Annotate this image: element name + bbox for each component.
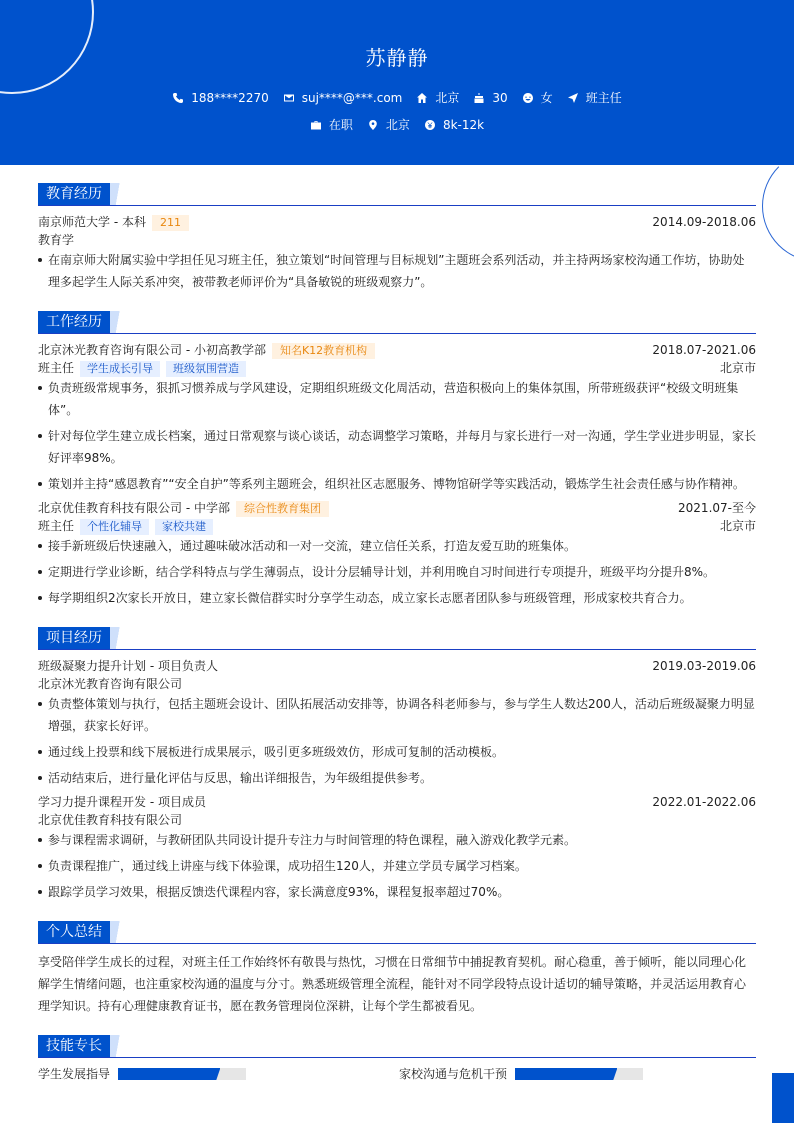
tag-decoration xyxy=(110,311,122,333)
city-text: 北京 xyxy=(435,91,460,105)
work-role-row xyxy=(38,359,756,377)
company-dept: 北京沐光教育咨询有限公司 - 小初高教学部 xyxy=(38,343,266,357)
work-bullet: 策划并主持“感恩教育”“安全自护”等系列主题班会，组织社区志愿服务、博物馆研学等实践活动，锻炼学生社会责任感与协作精神。 xyxy=(38,473,756,495)
role-tag: 家校共建 xyxy=(155,519,213,535)
section-label: 技能专长 xyxy=(38,1035,110,1057)
decorative-arc xyxy=(762,150,794,262)
mail-icon xyxy=(283,92,295,104)
contact-phone xyxy=(172,91,268,105)
work-bullet: 每学期组织2次家长开放日，建立家长微信群实时分享学生动态，成立家长志愿者团队参与班级管理，形成家校共育合力。 xyxy=(38,587,756,609)
project-title: 班级凝聚力提升计划 - 项目负责人 xyxy=(38,659,218,673)
target-city xyxy=(367,116,410,133)
work-role-row xyxy=(38,517,756,535)
email-text: suj****@***.com xyxy=(301,90,403,105)
work-role: 班主任 xyxy=(38,361,75,375)
education-major: 教育学 xyxy=(38,233,75,247)
contact-target-position xyxy=(567,89,622,106)
school-degree: 南京师范大学 - 本科 xyxy=(38,215,146,229)
target-city-text: 北京 xyxy=(385,118,410,132)
skill-level-fill xyxy=(515,1068,617,1080)
section-label: 项目经历 xyxy=(38,627,110,649)
phone-icon xyxy=(172,92,184,104)
tag-decoration xyxy=(110,627,122,649)
briefcase-icon xyxy=(310,119,322,131)
skill-name: 家校沟通与危机干预 xyxy=(399,1067,508,1081)
section-label: 工作经历 xyxy=(38,311,110,333)
work-role: 班主任 xyxy=(38,519,75,533)
skill-name: 学生发展指导 xyxy=(38,1067,111,1081)
company-badge: 综合性教育集团 xyxy=(236,501,329,517)
section-label: 个人总结 xyxy=(38,921,110,943)
job-status xyxy=(310,116,353,133)
project-bullet: 参与课程需求调研，与教研团队共同设计提升专注力与时间管理的特色课程，融入游戏化教学元素。 xyxy=(38,829,756,851)
project-bullet: 负责课程推广，通过线上讲座与线下体验课，成功招生120人，并建立学员专属学习档案。 xyxy=(38,855,756,877)
resume-header xyxy=(0,0,794,165)
project-title: 学习力提升课程开发 - 项目成员 xyxy=(38,795,206,809)
work-entry-header xyxy=(38,341,756,359)
contact-row xyxy=(0,89,794,106)
tag-decoration xyxy=(110,1035,122,1057)
salary-text: 8k-12k xyxy=(442,117,485,132)
section-education-title xyxy=(38,183,756,206)
work-bullet: 定期进行学业诊断，结合学科特点与学生薄弱点，设计分层辅导计划，并利用晚自习时间进行专项提升，班级平均分提升8%。 xyxy=(38,561,756,583)
contact-row-secondary xyxy=(0,116,794,133)
send-icon xyxy=(567,92,579,104)
section-work-title xyxy=(38,311,756,334)
project-org: 北京沐光教育咨询有限公司 xyxy=(38,677,183,691)
project-header xyxy=(38,793,756,811)
target-position-text: 班主任 xyxy=(585,91,622,105)
school-badge: 211 xyxy=(152,215,189,231)
smile-icon xyxy=(522,92,534,104)
age-text: 30 xyxy=(492,90,508,105)
home-icon xyxy=(416,92,428,104)
contact-age xyxy=(473,91,507,105)
summary-text: 享受陪伴学生成长的过程，对班主任工作始终怀有敬畏与热忱，习惯在日常细节中捕捉教育契机。耐心稳重，善于倾听，能以同理心化解学生情绪问题，也注重家校沟通的温度与分寸。熟悉班级管理全流程，能针对不同学段特点设计适切的辅导策略，并灵活运用教育心理学知识。持有心理健康教育证书，愿在教务管理岗位深耕，让每个学生都被看见。 xyxy=(38,955,747,1013)
work-period: 2021.07-至今 xyxy=(678,501,756,515)
education-entry xyxy=(38,213,756,231)
work-bullet: 接手新班级后快速融入，通过趣味破冰活动和一对一交流，建立信任关系，打造友爱互助的班集体。 xyxy=(38,535,756,557)
project-bullet: 跟踪学员学习效果，根据反馈迭代课程内容，家长满意度93%，课程复报率超过70%。 xyxy=(38,881,756,903)
tag-decoration xyxy=(110,921,122,943)
project-period: 2019.03-2019.06 xyxy=(652,659,756,673)
skill-level-bar xyxy=(118,1068,246,1080)
gender-text: 女 xyxy=(540,91,553,105)
status-text: 在职 xyxy=(328,118,353,132)
company-dept: 北京优佳教育科技有限公司 - 中学部 xyxy=(38,501,230,515)
phone-text: 188****2270 xyxy=(191,90,269,105)
salary xyxy=(424,118,484,132)
project-org: 北京优佳教育科技有限公司 xyxy=(38,813,183,827)
decorative-corner-bar xyxy=(772,1073,794,1123)
skill-level-bar xyxy=(515,1068,643,1080)
work-bullet: 负责班级常规事务，狠抓习惯养成与学风建设，定期组织班级文化周活动，营造积极向上的集体氛围，所带班级获评“校级文明班集体”。 xyxy=(38,377,756,421)
company-badge: 知名K12教育机构 xyxy=(272,343,375,359)
work-entry-header xyxy=(38,499,756,517)
project-bullet: 通过线上投票和线下展板进行成果展示，吸引更多班级效仿，形成可复制的活动模板。 xyxy=(38,741,756,763)
work-location: 北京市 xyxy=(719,361,756,375)
section-projects-title xyxy=(38,627,756,650)
contact-city xyxy=(416,89,459,106)
skill-level-fill xyxy=(118,1068,220,1080)
cake-icon xyxy=(473,92,485,104)
contact-email xyxy=(283,91,403,105)
work-bullet: 针对每位学生建立成长档案，通过日常观察与谈心谈话，动态调整学习策略，并每月与家长进行一对一沟通，学生学业进步明显，家长好评率98%。 xyxy=(38,425,756,469)
education-bullet: 在南京师大附属实验中学担任见习班主任，独立策划“时间管理与目标规划”主题班会系列活动，并主持两场家校沟通工作坊，协助处理多起学生人际关系冲突，被带教老师评价为“具备敏锐的班级观察力”。 xyxy=(38,249,756,293)
location-pin-icon xyxy=(367,119,379,131)
contact-gender xyxy=(522,89,553,106)
project-header xyxy=(38,657,756,675)
project-bullet: 活动结束后，进行量化评估与反思，输出详细报告，为年级组提供参考。 xyxy=(38,767,756,789)
project-bullet: 负责整体策划与执行，包括主题班会设计、团队拓展活动安排等，协调各科老师参与，参与学生人数达200人，活动后班级凝聚力明显增强，获家长好评。 xyxy=(38,693,756,737)
role-tag: 个性化辅导 xyxy=(80,519,149,535)
currency-icon xyxy=(424,119,436,131)
section-label: 教育经历 xyxy=(38,183,110,205)
role-tag: 班级氛围营造 xyxy=(166,361,246,377)
education-period: 2014.09-2018.06 xyxy=(652,215,756,229)
tag-decoration xyxy=(110,183,122,205)
role-tag: 学生成长引导 xyxy=(80,361,160,377)
section-summary-title xyxy=(38,921,756,944)
project-period: 2022.01-2022.06 xyxy=(652,795,756,809)
work-period: 2018.07-2021.06 xyxy=(652,343,756,357)
section-skills-title xyxy=(38,1035,756,1058)
work-location: 北京市 xyxy=(719,519,756,533)
candidate-name: 苏静静 xyxy=(365,46,429,70)
